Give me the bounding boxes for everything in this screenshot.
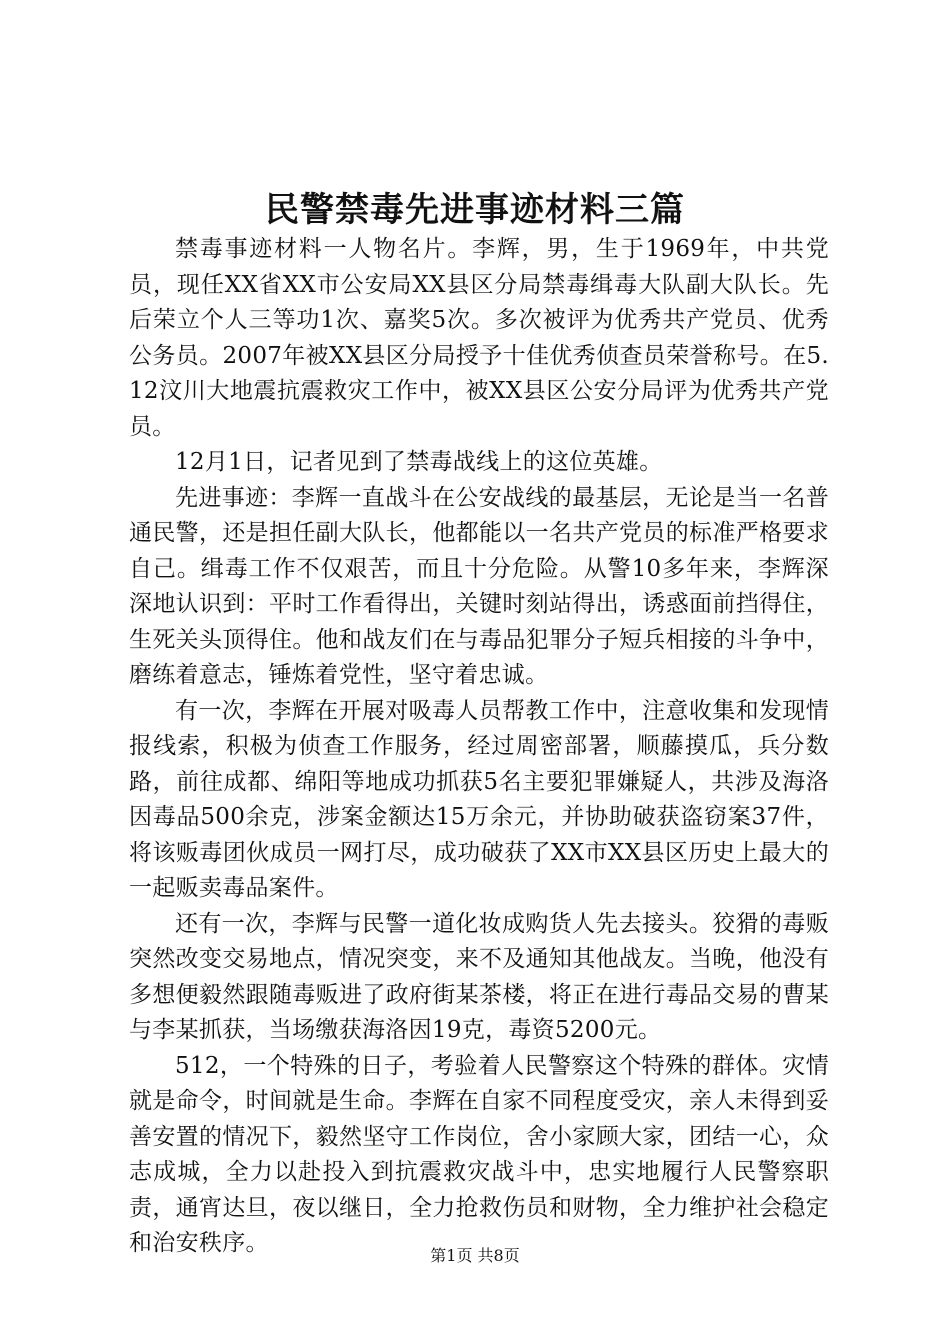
paragraph-case-one: 有一次，李辉在开展对吸毒人员帮教工作中，注意收集和发现情报线索，积极为侦查工作服务，经过周密部署，顺藤摸瓜，兵分数路，前往成都、绵阳等地成功抓获5名主要犯罪嫌疑人，共涉及海洛因毒品500余克，涉案金额达15万余元，并协助破获盗窃案37件，将该贩毒团伙成员一网打尽，成功破获了XX市XX县区历史上最大的一起贩卖毒品案件。 xyxy=(129,697,829,901)
paragraph-interview-date: 12月1日，记者见到了禁毒战线上的这位英雄。 xyxy=(175,449,663,475)
page-number-footer: 第1页 共8页 xyxy=(430,1246,520,1265)
document-title: 民警禁毒先进事迹材料三篇 xyxy=(265,190,685,230)
paragraph-advanced-deeds: 先进事迹：李辉一直战斗在公安战线的最基层，无论是当一名普通民警，还是担任副大队长，他都能以一名共产党员的标准严格要求自己。缉毒工作不仅艰苦，而且十分危险。从警10多年来，李辉深深地认识到：平时工作看得出，关键时刻站得出，诱惑面前挡得住，生死关头顶得住。他和战友们在与毒品犯罪分子短兵相接的斗争中，磨练着意志，锤炼着党性，坚守着忠诚。 xyxy=(129,484,829,688)
paragraph-profile: 禁毒事迹材料一人物名片。李辉，男，生于1969年，中共党员，现任XX省XX市公安局XX县区分局禁毒缉毒大队副大队长。先后荣立个人三等功1次、嘉奖5次。多次被评为优秀共产党员、优秀公务员。2007年被XX县区分局授予十佳优秀侦查员荣誉称号。在5.12汶川大地震抗震救灾工作中，被XX县区公安分局评为优秀共产党员。 xyxy=(129,236,829,440)
paragraph-earthquake: 512，一个特殊的日子，考验着人民警察这个特殊的群体。灾情就是命令，时间就是生命。李辉在自家不同程度受灾，亲人未得到妥善安置的情况下，毅然坚守工作岗位，舍小家顾大家，团结一心，众志成城，全力以赴投入到抗震救灾战斗中，忠实地履行人民警察职责，通宵达旦，夜以继日，全力抢救伤员和财物，全力维护社会稳定和治安秩序。 xyxy=(129,1052,829,1256)
document-body xyxy=(129,232,829,1262)
paragraph-case-two: 还有一次，李辉与民警一道化妆成购货人先去接头。狡猾的毒贩突然改变交易地点，情况突变，来不及通知其他战友。当晚，他没有多想便毅然跟随毒贩进了政府街某茶楼，将正在进行毒品交易的曹某与李某抓获，当场缴获海洛因19克，毒资5200元。 xyxy=(129,910,829,1043)
